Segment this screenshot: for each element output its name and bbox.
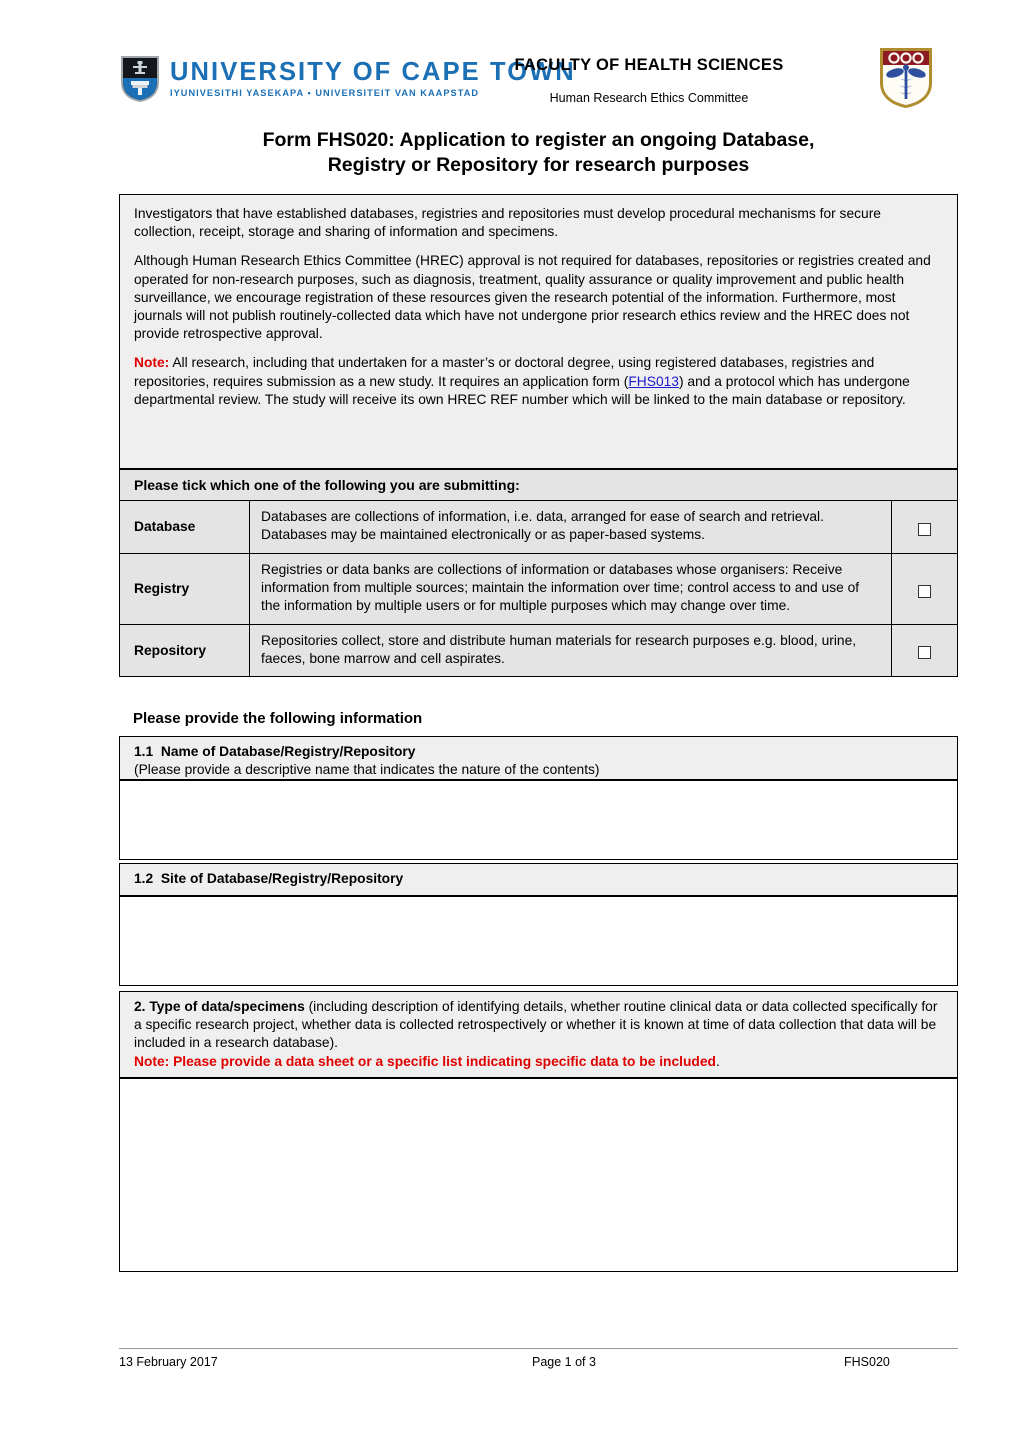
question-2-prompt: [119, 991, 958, 1078]
form-title-line-2: Registry or Repository for research purposes: [327, 153, 750, 176]
checkbox-repository[interactable]: [918, 646, 931, 659]
note-text-before-link: All research, including that undertaken for a master’s or doctoral degree, using registered databases, registries and repositories, requires submission as a new study. It requires an application form (: [134, 355, 875, 389]
answer-field-2[interactable]: [119, 1078, 958, 1272]
question-2-number: 2.: [134, 999, 146, 1014]
row-description-repository: Repositories collect, store and distribute human materials for research purposes e.g. blood, urine, faeces, bone marrow and cell aspirates.: [250, 624, 892, 677]
row-description-registry: Registries or data banks are collections of information or databases whose organisers: Receive information from multiple sources; maintain the information over time; control access to and use of the information by multiple users or for multiple purposes which may change over time.: [250, 553, 892, 624]
note-text-after-link: ) and a protocol which has undergone departmental review. The study will receive its own HREC REF number which will be linked to the main database or repository.: [134, 373, 910, 407]
question-2-title: Type of data/specimens: [149, 999, 305, 1014]
answer-field-1-2[interactable]: [119, 896, 958, 986]
question-1-1-prompt: [119, 736, 958, 780]
uct-shield-icon: [119, 54, 161, 104]
checkbox-registry[interactable]: [918, 585, 931, 598]
question-1-1-title-line: [134, 743, 945, 761]
fhs013-link[interactable]: FHS013: [628, 373, 679, 389]
uct-university-subtitle: IYUNIVESITHI YASEKAPA • UNIVERSITEIT VAN KAAPSTAD: [170, 88, 480, 99]
fhs-caduceus-crest-icon: [877, 45, 935, 111]
intro-note-paragraph: [134, 354, 944, 409]
faculty-subtitle: Human Research Ethics Committee: [549, 90, 749, 105]
question-2-red-note-tail: .: [715, 1053, 720, 1069]
submission-type-table: [119, 469, 958, 677]
question-1-1-title: Name of Database/Registry/Repository: [160, 744, 416, 759]
table-row: [120, 553, 958, 624]
question-1-2-prompt: [119, 863, 958, 896]
question-2-title-line: [134, 998, 945, 1053]
row-label-repository: Repository: [120, 624, 250, 677]
checkbox-cell-registry[interactable]: [892, 553, 958, 624]
tick-table-heading: Please tick which one of the following you are submitting:: [120, 470, 958, 501]
checkbox-cell-database[interactable]: [892, 501, 958, 554]
question-2-red-note-line: [134, 1053, 945, 1071]
footer-form-code: FHS020: [844, 1355, 890, 1369]
question-1-2-title: Site of Database/Registry/Repository: [160, 871, 404, 886]
question-1-2-number: 1.2: [134, 871, 154, 886]
introduction-box: [119, 194, 958, 469]
row-label-database: Database: [120, 501, 250, 554]
footer-page-number: Page 1 of 3: [532, 1355, 596, 1369]
answer-field-1-1[interactable]: [119, 780, 958, 860]
page-footer: [119, 1355, 958, 1369]
row-label-registry: Registry: [120, 553, 250, 624]
intro-paragraph-2: Although Human Research Ethics Committee (HREC) approval is not required for databases, repositories or registries created and operated for non-research purposes, such as diagnosis, treatment, quality assurance or quality improvement and public health surveillance, we encourage registration of these resources given the research potential of the information. Furthermore, most journals will not publish routinely-collected data which have not undergone prior research ethics review and the HREC does not provide retrospective approval.: [134, 253, 931, 342]
uct-university-name: UNIVERSITY OF CAPE TOWN: [170, 57, 576, 86]
faculty-title: FACULTY OF HEALTH SCIENCES: [514, 56, 784, 74]
table-row: [120, 624, 958, 677]
table-heading-row: [120, 470, 958, 501]
checkbox-database[interactable]: [918, 523, 931, 536]
question-2-hint: (including description of identifying details, whether routine clinical data or data collected specifically for a specific research project, whether data is collected retrospectively or whether it is known at time of data collection that data will be included in a research database).: [134, 999, 938, 1051]
intro-paragraph-1: Investigators that have established databases, registries and repositories must develop procedural mechanisms for secure collection, receipt, storage and sharing of information and specimens.: [134, 206, 881, 240]
page-header: [119, 36, 958, 116]
page-title: [119, 128, 958, 178]
checkbox-cell-repository[interactable]: [892, 624, 958, 677]
footer-divider: [119, 1348, 958, 1349]
footer-date: 13 February 2017: [119, 1355, 218, 1369]
question-1-1-number: 1.1: [134, 744, 154, 759]
question-1-2-title-line: [134, 870, 945, 888]
note-label: Note:: [134, 355, 170, 371]
row-description-database: Databases are collections of information, i.e. data, arranged for ease of search and retrieval. Databases may be maintained electronically or as paper-based systems.: [250, 501, 892, 554]
question-1-1-hint: (Please provide a descriptive name that indicates the nature of the contents): [134, 762, 600, 778]
faculty-block: [429, 36, 869, 106]
table-row: [120, 501, 958, 554]
sections-subheading: Please provide the following information: [133, 710, 423, 727]
question-2-red-note: Note: Please provide a data sheet or a specific list indicating specific data to be included: [134, 1053, 716, 1069]
form-title-line-1: Form FHS020: Application to register an ongoing Database,: [262, 129, 815, 151]
